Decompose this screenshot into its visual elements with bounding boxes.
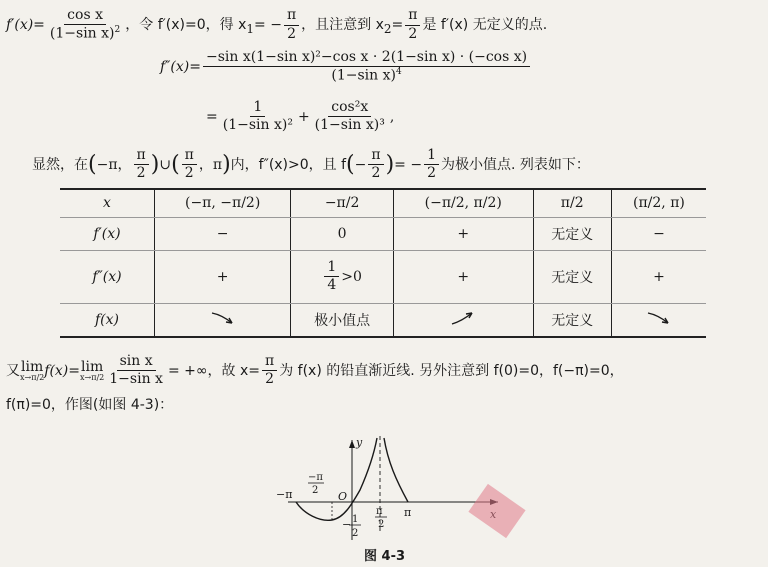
neg-half-pi-den: 2	[312, 485, 319, 496]
table-cell: +	[155, 250, 291, 303]
increasing-arrow-icon	[393, 303, 533, 337]
table-row	[60, 303, 706, 337]
curve-right-branch	[384, 438, 408, 502]
col-header: (−π/2, π/2)	[393, 189, 533, 217]
table-row	[60, 189, 706, 217]
table-row	[60, 217, 706, 250]
col-header: −π/2	[291, 189, 394, 217]
fprime-fraction: $\frac{\text{cos x}}{(1-\sin x)^2}$	[49, 7, 121, 43]
graph-intro-line: f(π)=0，作图(如图 4-3)：	[6, 397, 174, 413]
row-header-x: x	[60, 189, 155, 217]
decreasing-arrow-icon	[155, 303, 291, 337]
y-axis-arrow-icon	[349, 440, 355, 448]
simplified-line: = $\frac{1}{\text{(1−sin x)²}}$ + $\frac{\text{cos²x}}{\text{(1−sin x)³}}$ ,	[206, 99, 395, 134]
table-row	[60, 250, 706, 303]
table-cell: +	[393, 250, 533, 303]
table-cell: −	[611, 217, 706, 250]
col-header: π/2	[533, 189, 611, 217]
pi-label: π	[404, 506, 412, 519]
figure-caption: 图 4-3	[364, 549, 406, 564]
table-cell: 极小值点	[291, 303, 394, 337]
conclusion-line: 显然，在(−π， $\frac{\pi}{2}$ )∪( $\frac{\pi}{2}$ ，π)内，f″(x)>0，且 f(− $\frac{\pi}{2}$ )= − $\frac{1}{2}$ 为极小值点. 列表如下：	[32, 147, 590, 182]
row-header-f: f(x)	[60, 303, 155, 337]
half-pi-num: π	[376, 506, 383, 517]
neg-pi-label: −π	[276, 488, 293, 501]
table-cell: 无定义	[533, 303, 611, 337]
second-derivative-line: f″(x)= $\frac{\text{−sin x(1−sin x)²−cos x · 2(1−sin x) · (−cos x)}}{(1-\sin x)^4}$	[160, 50, 532, 84]
neg-half-sign: −	[342, 518, 352, 531]
table-cell: 无定义	[533, 250, 611, 303]
neg-half-pi-num: −π	[308, 472, 323, 483]
table-cell: +	[611, 250, 706, 303]
table-cell: −	[155, 217, 291, 250]
origin-label: O	[338, 490, 348, 503]
half-pi-den: 2	[378, 519, 385, 530]
limit-line: 又 lim x→π/2 f(x)= lim x→π/2 $\frac{\text{sin x}}{\text{1−sin x}}$ = +∞，故 x= $\frac{\pi}{2}$ 为 f(x) 的铅直渐近线. 另外注意到 f(0)=0，f(−π)=0，	[6, 353, 624, 388]
y-axis-label: y	[356, 436, 363, 449]
neg-half-den: 2	[352, 528, 359, 539]
fprime-lhs: f′(x)=	[6, 17, 45, 34]
derivative-line: f′(x)= $\frac{\text{cos x}}{(1-\sin x)^2}$ ，令 f′(x)=0，得 $x_1=$ − $\frac{\pi}{2}$ ，且注意到 $x_2=$ $\frac{\pi}{2}$ 是 f′(x) 无定义的点.	[6, 7, 548, 43]
neg-half-num: 1	[352, 514, 359, 525]
function-graph	[268, 432, 518, 544]
sign-table	[60, 188, 706, 338]
col-header: (−π, −π/2)	[155, 189, 291, 217]
decreasing-arrow-icon	[611, 303, 706, 337]
table-cell: $\frac{1}{4}$ >0	[291, 250, 394, 303]
row-header-fprime: f′(x)	[60, 217, 155, 250]
second-derivative-fraction: $\frac{\text{−sin x(1−sin x)²−cos x · 2(1−sin x) · (−cos x)}}{(1-\sin x)^4}$	[203, 50, 530, 84]
table-cell: +	[393, 217, 533, 250]
col-header: (π/2, π)	[611, 189, 706, 217]
row-header-fdoubleprime: f″(x)	[60, 250, 155, 303]
table-cell: 无定义	[533, 217, 611, 250]
table-cell: 0	[291, 217, 394, 250]
